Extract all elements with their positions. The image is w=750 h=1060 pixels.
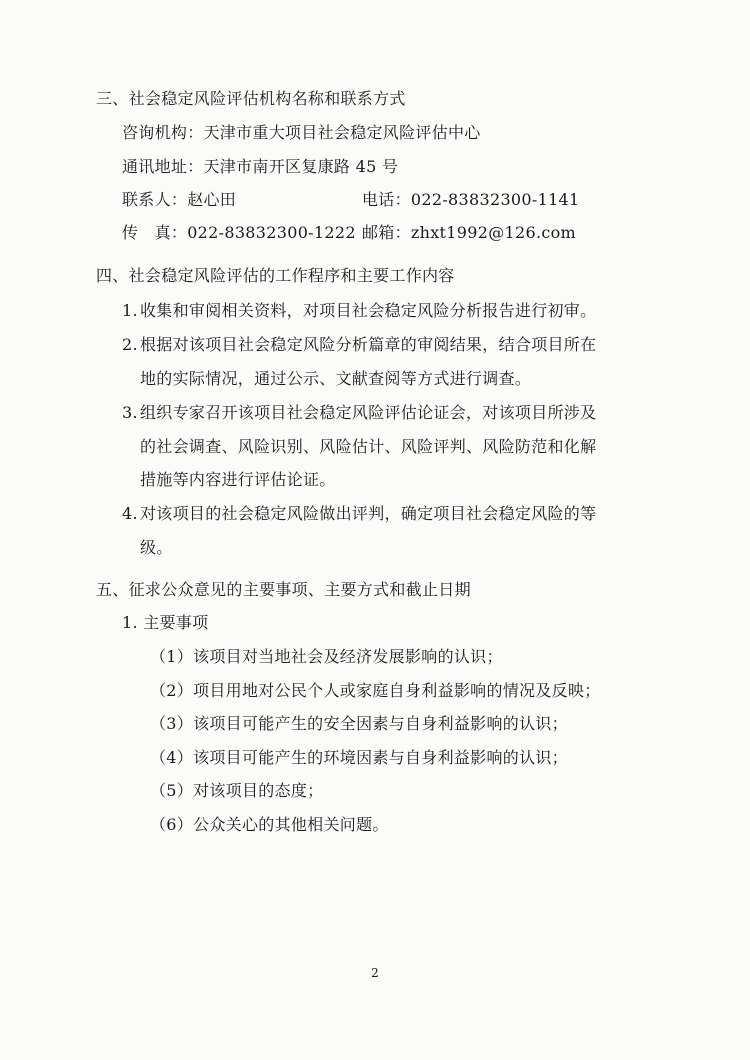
subitem-3: （3）该项目可能产生的安全因素与自身利益影响的认识；	[150, 714, 568, 733]
page-number: 2	[371, 966, 379, 980]
item-2-line-1: 根据对该项目社会稳定风险分析篇章的审阅结果，结合项目所在	[140, 335, 597, 354]
section-3-heading: 三、社会稳定风险评估机构名称和联系方式	[96, 89, 406, 108]
subitem-4: （4）该项目可能产生的环境因素与自身利益影响的认识；	[150, 748, 568, 767]
item-4-line-1: 对该项目的社会稳定风险做出评判，确定项目社会稳定风险的等	[140, 504, 597, 523]
item-4-number: 4.	[122, 504, 138, 523]
consulting-org: 咨询机构：天津市重大项目社会稳定风险评估中心	[122, 123, 481, 142]
email-address: 邮箱：zhxt1992@126.com	[362, 223, 576, 242]
item-2-number: 2.	[122, 335, 138, 354]
fax-number: 传 真：022-83832300-1222	[122, 223, 356, 242]
section-4-heading: 四、社会稳定风险评估的工作程序和主要工作内容	[96, 266, 455, 285]
item-1-number: 1.	[122, 301, 138, 320]
subitem-2: （2）项目用地对公民个人或家庭自身利益影响的情况及反映；	[150, 681, 601, 700]
phone-number: 电话：022-83832300-1141	[362, 190, 580, 209]
item-2-line-2: 地的实际情况，通过公示、文献查阅等方式进行调查。	[140, 369, 532, 388]
item-4-line-2: 级。	[140, 538, 173, 557]
subitem-1: （1）该项目对当地社会及经济发展影响的认识；	[150, 647, 503, 666]
item-3-line-3: 措施等内容进行评估论证。	[140, 470, 336, 489]
main-matters-heading: 1. 主要事项	[122, 613, 209, 632]
item-3-line-2: 的社会调查、风险识别、风险估计、风险评判、风险防范和化解	[140, 437, 597, 456]
item-3-number: 3.	[122, 403, 138, 422]
subitem-5: （5）对该项目的态度；	[150, 781, 324, 800]
subitem-6: （6）公众关心的其他相关问题。	[150, 815, 389, 834]
item-3-line-1: 组织专家召开该项目社会稳定风险评估论证会，对该项目所涉及	[140, 403, 597, 422]
item-1-line-1: 收集和审阅相关资料，对项目社会稳定风险分析报告进行初审。	[140, 301, 597, 320]
contact-person: 联系人：赵心田	[122, 190, 237, 209]
mailing-address: 通讯地址：天津市南开区复康路 45 号	[122, 157, 399, 176]
section-5-heading: 五、征求公众意见的主要事项、主要方式和截止日期	[96, 580, 471, 599]
